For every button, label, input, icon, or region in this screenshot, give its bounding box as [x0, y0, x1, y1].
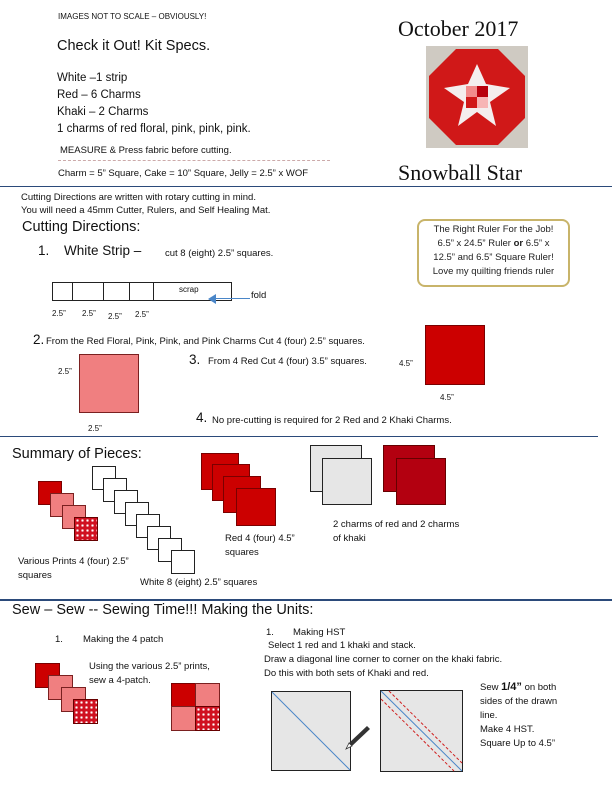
hst-num: 1. [266, 627, 274, 638]
red-charm-2 [396, 458, 446, 505]
sizes-note: Charm = 5” Square, Cake = 10” Square, Jelly = 2.5” x WOF [58, 168, 309, 179]
ruler-tip-box [417, 219, 570, 287]
hst-title: Making HST [293, 627, 346, 638]
spec-prints: 1 charms of red floral, pink, pink, pink. [57, 123, 251, 135]
prints-label-1: Various Prints 4 (four) 2.5” [18, 556, 129, 567]
pencil-icon [343, 724, 373, 752]
sew-line-1: Sew 1/4” on both [480, 681, 557, 693]
sew-line-2: sides of the drawn [480, 696, 558, 707]
strip-mark-2: 2.5” [82, 309, 96, 318]
kit-specs-title: Check it Out! Kit Specs. [57, 38, 211, 54]
pink-square-2-5 [79, 354, 139, 413]
step2-dim-side: 2.5” [58, 367, 72, 376]
block-name: Snowball Star [398, 160, 523, 185]
fold-arrow-head [208, 294, 216, 304]
cutting-title: Cutting Directions: [22, 219, 141, 235]
white-strip [52, 282, 232, 301]
ruler-line-4: Love my quilting friends ruler [432, 266, 555, 277]
step3-dim-side: 4.5” [399, 359, 413, 368]
step1-text: cut 8 (eight) 2.5” squares. [165, 248, 274, 259]
fourpatch-pink-2 [171, 706, 196, 731]
fold-arrow [214, 298, 250, 299]
strip-cut-4 [153, 282, 154, 301]
month-title: October 2017 [398, 16, 519, 41]
fold-label: fold [251, 290, 267, 301]
fourpatch-title: Making the 4 patch [83, 634, 164, 645]
step1-num: 1. [38, 243, 50, 258]
fourpatch-num: 1. [55, 634, 63, 645]
white-square-8 [171, 550, 195, 574]
ruler-line-2: 6.5” x 24.5” Ruler or 6.5” x [437, 238, 550, 249]
sew-line-5: Square Up to 4.5” [480, 738, 555, 749]
fp-piece-floral [73, 699, 98, 724]
step3-text: From 4 Red Cut 4 (four) 3.5” squares. [208, 356, 367, 367]
charms-label-1: 2 charms of red and 2 charms [333, 519, 460, 530]
disclaimer: IMAGES NOT TO SCALE – OBVIOUSLY! [58, 12, 207, 21]
red-big-4 [236, 488, 276, 526]
sew-line-4: Make 4 HST. [480, 724, 535, 735]
spec-khaki: Khaki – 2 Charms [57, 106, 149, 118]
charms-label-2: of khaki [333, 533, 366, 544]
snowball-star-image [426, 46, 528, 148]
fourpatch-red [171, 683, 196, 707]
fourpatch-text-1: Using the various 2.5” prints, [89, 661, 210, 672]
divider-top [0, 186, 612, 187]
step4-text: No pre-cutting is required for 2 Red and 2 Khaki Charms. [212, 415, 452, 426]
divider-bottom [0, 599, 612, 601]
divider-middle [0, 436, 598, 437]
step2-dim-bottom: 2.5” [88, 424, 102, 433]
ruler-line-1: The Right Ruler For the Job! [433, 224, 554, 235]
strip-cut-3 [129, 282, 130, 301]
fourpatch-floral [195, 706, 220, 731]
strip-cut-2 [103, 282, 104, 301]
strip-mark-4: 2.5” [135, 310, 149, 319]
summary-title: Summary of Pieces: [12, 446, 142, 462]
sew-title: Sew – Sew -- Sewing Time!!! Making the Units: [12, 602, 314, 618]
hst-diagram-sew-lines [380, 690, 463, 772]
measure-note: MEASURE & Press fabric before cutting. [60, 145, 232, 156]
spec-red: Red – 6 Charms [57, 89, 141, 101]
hst-diagram-drawn-line [271, 691, 351, 771]
red-label-1: Red 4 (four) 4.5” [225, 533, 295, 544]
print-square-floral [74, 517, 98, 541]
hst-line-3: Do this with both sets of Khaki and red. [264, 668, 429, 679]
strip-mark-3: 2.5” [108, 312, 122, 321]
intro-line-1: Cutting Directions are written with rotary cutting in mind. [21, 192, 256, 203]
red-label-2: squares [225, 547, 259, 558]
strip-cut-1 [72, 282, 73, 301]
step4-num: 4. [196, 410, 208, 425]
prints-label-2: squares [18, 570, 52, 581]
spec-white: White –1 strip [57, 72, 128, 84]
step2-text: From the Red Floral, Pink, Pink, and Pink Charms Cut 4 (four) 2.5” squares. [46, 336, 365, 347]
step1-title: White Strip – [64, 243, 142, 258]
ruler-line-3: 12.5” and 6.5” Square Ruler! [433, 252, 554, 263]
sew-line-3: line. [480, 710, 498, 721]
step3-dim-bottom: 4.5” [440, 393, 454, 402]
khaki-charm-2 [322, 458, 372, 505]
hst-line-1: Select 1 red and 1 khaki and stack. [268, 640, 416, 651]
fourpatch-pink-1 [195, 683, 220, 707]
hst-line-2: Draw a diagonal line corner to corner on the khaki fabric. [264, 654, 503, 665]
step3-num: 3. [189, 352, 201, 367]
dashed-divider [58, 160, 330, 161]
step2-num: 2. [33, 332, 45, 347]
intro-line-2: You will need a 45mm Cutter, Rulers, and Self Healing Mat. [21, 205, 271, 216]
white-label: White 8 (eight) 2.5” squares [140, 577, 258, 588]
red-square-4-5 [425, 325, 485, 385]
strip-mark-1: 2.5” [52, 309, 66, 318]
scrap-label: scrap [179, 285, 199, 294]
fourpatch-text-2: sew a 4-patch. [89, 675, 151, 686]
